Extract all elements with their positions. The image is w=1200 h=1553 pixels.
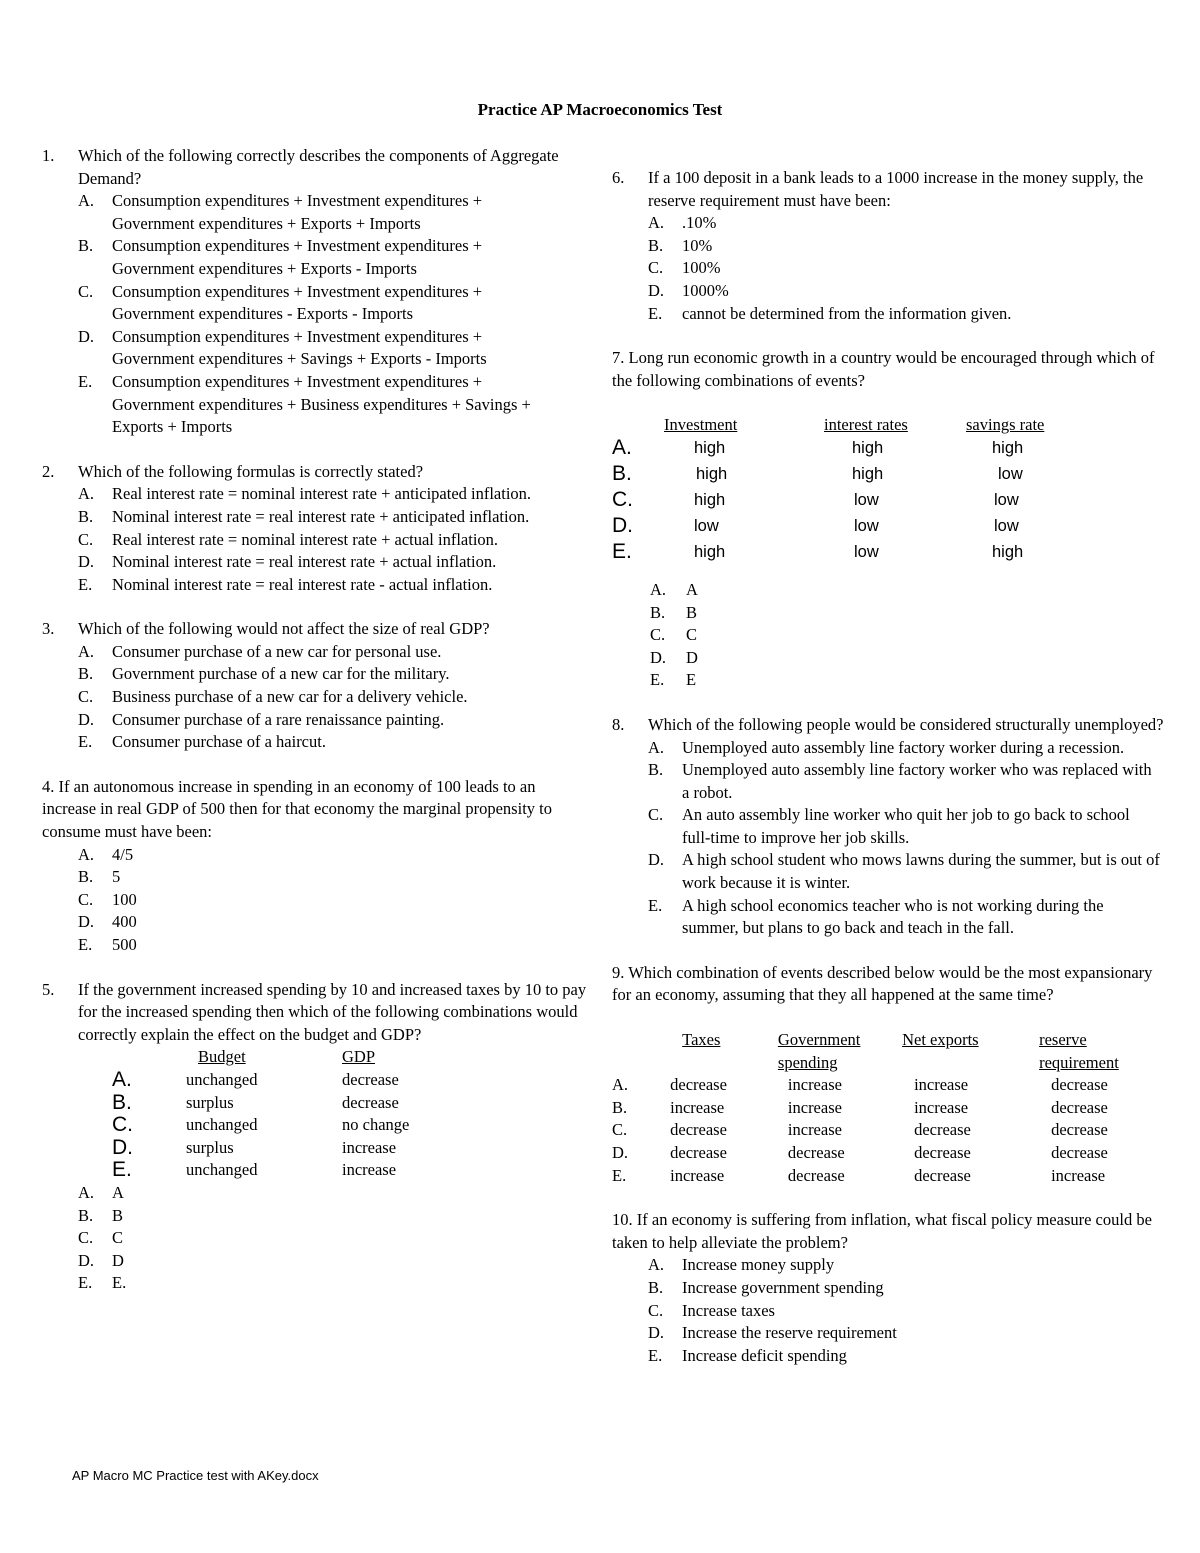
question-text: 4. If an autonomous increase in spending in an economy of 100 leads to an increase in real GDP of 500 then for that economy the marginal propensity to consume must have been: [42, 776, 552, 842]
footer-filename: AP Macro MC Practice test with AKey.docx [72, 1468, 319, 1483]
question-5 [42, 979, 587, 1295]
column-header: Government spending [777, 1030, 861, 1072]
table-row: D. surplus increase [112, 1135, 397, 1159]
table-row: E. increase decrease decrease increase [612, 1165, 1106, 1185]
answer-option[interactable]: D. 1000% [648, 280, 729, 300]
question-10 [612, 1209, 1167, 1367]
answer-option[interactable]: B. B [78, 1205, 124, 1225]
answer-option[interactable]: A. 4/5 [78, 844, 134, 864]
table-row: E. high low high [612, 539, 1024, 563]
answer-option[interactable]: C. Business purchase of a new car for a delivery vehicle. [78, 687, 468, 707]
question-2 [42, 461, 587, 597]
question-3 [42, 618, 587, 754]
q7-table [612, 414, 1044, 567]
answer-option[interactable]: A. Unemployed auto assembly line factory worker during a recession. [648, 737, 1125, 757]
table-row: A. high high high [612, 435, 1024, 459]
answer-option[interactable]: D. D [650, 647, 698, 667]
question-9 [612, 962, 1167, 1187]
table-row: C. unchanged no change [112, 1113, 410, 1137]
left-column [42, 145, 587, 1295]
question-number: 2. [42, 461, 55, 481]
table-row: B. increase increase increase decrease [612, 1097, 1108, 1117]
answer-option[interactable]: C. Real interest rate = nominal interest rate + actual inflation. [78, 529, 499, 549]
answer-option[interactable]: E. A high school economics teacher who is not working during the summer, but plans to go back and teach in the fall. [648, 895, 1104, 938]
question-text: Which of the following formulas is correctly stated? [78, 461, 424, 481]
column-header: Taxes [682, 1030, 721, 1050]
question-number: 5. [42, 979, 55, 999]
answer-option[interactable]: C. 100% [648, 258, 721, 278]
table-row: A. unchanged decrease [112, 1067, 399, 1091]
question-6 [612, 167, 1167, 325]
answer-option[interactable]: C. Consumption expenditures + Investment expenditures + Government expenditures - Exports - Imports [78, 281, 483, 324]
answer-option[interactable]: B. Nominal interest rate = real interest rate + anticipated inflation. [78, 506, 530, 526]
question-text: Which of the following would not affect the size of real GDP? [78, 619, 490, 639]
question-8 [612, 714, 1167, 940]
question-4 [42, 776, 587, 957]
question-text: If the government increased spending by 10 and increased taxes by 10 to pay for the increased spending then which of the following combinations would correctly explain the effect on the budget and GDP? [78, 979, 587, 1044]
answer-option[interactable]: A. Consumption expenditures + Investment expenditures + Government expenditures + Exports + Imports [78, 191, 483, 233]
question-number: 1. [42, 146, 55, 165]
answer-option[interactable]: E. E [650, 670, 697, 690]
table-row: C. decrease increase decrease decrease [612, 1120, 1108, 1140]
table-row: D. decrease decrease decrease decrease [612, 1143, 1108, 1162]
answer-option[interactable]: A. Increase money supply [648, 1255, 835, 1275]
answer-option[interactable]: B. 10% [648, 235, 713, 255]
table-row: D. low low low [612, 513, 1019, 537]
question-number: 8. [612, 714, 625, 734]
answer-option[interactable]: C. 100 [78, 889, 137, 909]
answer-option[interactable]: E. cannot be determined from the information given. [648, 303, 1012, 323]
column-header: Budget [198, 1047, 246, 1067]
question-1 [42, 145, 587, 439]
column-header: interest rates [824, 415, 908, 435]
answer-option[interactable]: E. Consumer purchase of a haircut. [78, 732, 326, 752]
answer-option[interactable]: B. Consumption expenditures + Investment expenditures + Government expenditures + Exports - Imports [78, 236, 483, 278]
answer-option[interactable]: C. C [78, 1228, 124, 1248]
answer-option[interactable]: A. Consumer purchase of a new car for personal use. [78, 641, 442, 661]
answer-option[interactable]: A. A [650, 579, 698, 599]
answer-option[interactable]: D. A high school student who mows lawns during the summer, but is out of work because it is winter. [648, 850, 1160, 893]
table-row: A. decrease increase increase decrease [612, 1075, 1108, 1095]
table-row: E. unchanged increase [112, 1158, 397, 1182]
answer-option[interactable]: D. D [78, 1250, 124, 1270]
answer-option[interactable]: B. Government purchase of a new car for the military. [78, 664, 450, 684]
question-7 [612, 347, 1167, 692]
question-text: 9. Which combination of events described below would be the most expansionary for an economy, assuming that they all happened at the same time? [612, 962, 1153, 1005]
answer-option[interactable]: D. Nominal interest rate = real interest rate + actual inflation. [78, 552, 497, 572]
question-number: 3. [42, 619, 55, 639]
answer-option[interactable]: E. Consumption expenditures + Investment expenditures + Government expenditures + Business expenditures + Savings + Exports + Imports [78, 371, 531, 437]
question-text: If a 100 deposit in a bank leads to a 1000 increase in the money supply, the reserve requirement must have been: [648, 168, 1144, 210]
question-text: Which of the following correctly describes the components of Aggregate Demand? [78, 146, 559, 188]
table-row: B. high high low [612, 461, 1023, 485]
answer-option[interactable]: E. Increase deficit spending [648, 1345, 847, 1365]
answer-option[interactable]: B. Increase government spending [648, 1277, 884, 1297]
column-header: savings rate [966, 415, 1045, 435]
table-row: C. high low low [612, 487, 1019, 511]
answer-option[interactable]: B. 5 [78, 867, 121, 887]
answer-option[interactable]: B. Unemployed auto assembly line factory worker who was replaced with a robot. [648, 760, 1152, 802]
answer-option[interactable]: A. Real interest rate = nominal interest rate + anticipated inflation. [78, 484, 532, 504]
column-header: reserve requirement [1039, 1030, 1119, 1072]
question-number: 6. [612, 168, 625, 187]
answer-option[interactable]: C. An auto assembly line worker who quit her job to go back to school full-time to improve her job skills. [648, 805, 1130, 847]
q5-table [112, 1046, 409, 1182]
column-header: Net exports [902, 1030, 979, 1050]
answer-option[interactable]: D. Increase the reserve requirement [648, 1323, 897, 1343]
q9-table [612, 1029, 1167, 1187]
answer-option[interactable]: D. 400 [78, 912, 137, 932]
table-row: B. surplus decrease [112, 1090, 399, 1114]
answer-option[interactable]: A. .10% [648, 213, 717, 233]
question-text: 7. Long run economic growth in a country would be encouraged through which of the following combinations of events? [612, 348, 1155, 390]
answer-option[interactable]: D. Consumer purchase of a rare renaissance painting. [78, 709, 445, 729]
page-title: Practice AP Macroeconomics Test [477, 100, 723, 119]
answer-option[interactable]: A. A [78, 1182, 124, 1202]
question-text: Which of the following people would be considered structurally unemployed? [648, 714, 1164, 734]
answer-option[interactable]: C. C [650, 625, 698, 645]
right-column [612, 167, 1167, 1367]
column-header: Investment [664, 415, 738, 435]
question-text: 10. If an economy is suffering from inflation, what fiscal policy measure could be taken to help alleviate the problem? [612, 1210, 1152, 1252]
column-header: GDP [342, 1047, 376, 1067]
answer-option[interactable]: D. Consumption expenditures + Investment expenditures + Government expenditures + Savings + Exports - Imports [78, 326, 487, 369]
answer-option[interactable]: B. B [650, 602, 698, 622]
answer-option[interactable]: E. Nominal interest rate = real interest rate - actual inflation. [78, 574, 493, 594]
answer-option[interactable]: C. Increase taxes [648, 1300, 775, 1320]
answer-option[interactable]: E. 500 [78, 935, 137, 954]
answer-option[interactable]: E. E. [78, 1273, 127, 1293]
